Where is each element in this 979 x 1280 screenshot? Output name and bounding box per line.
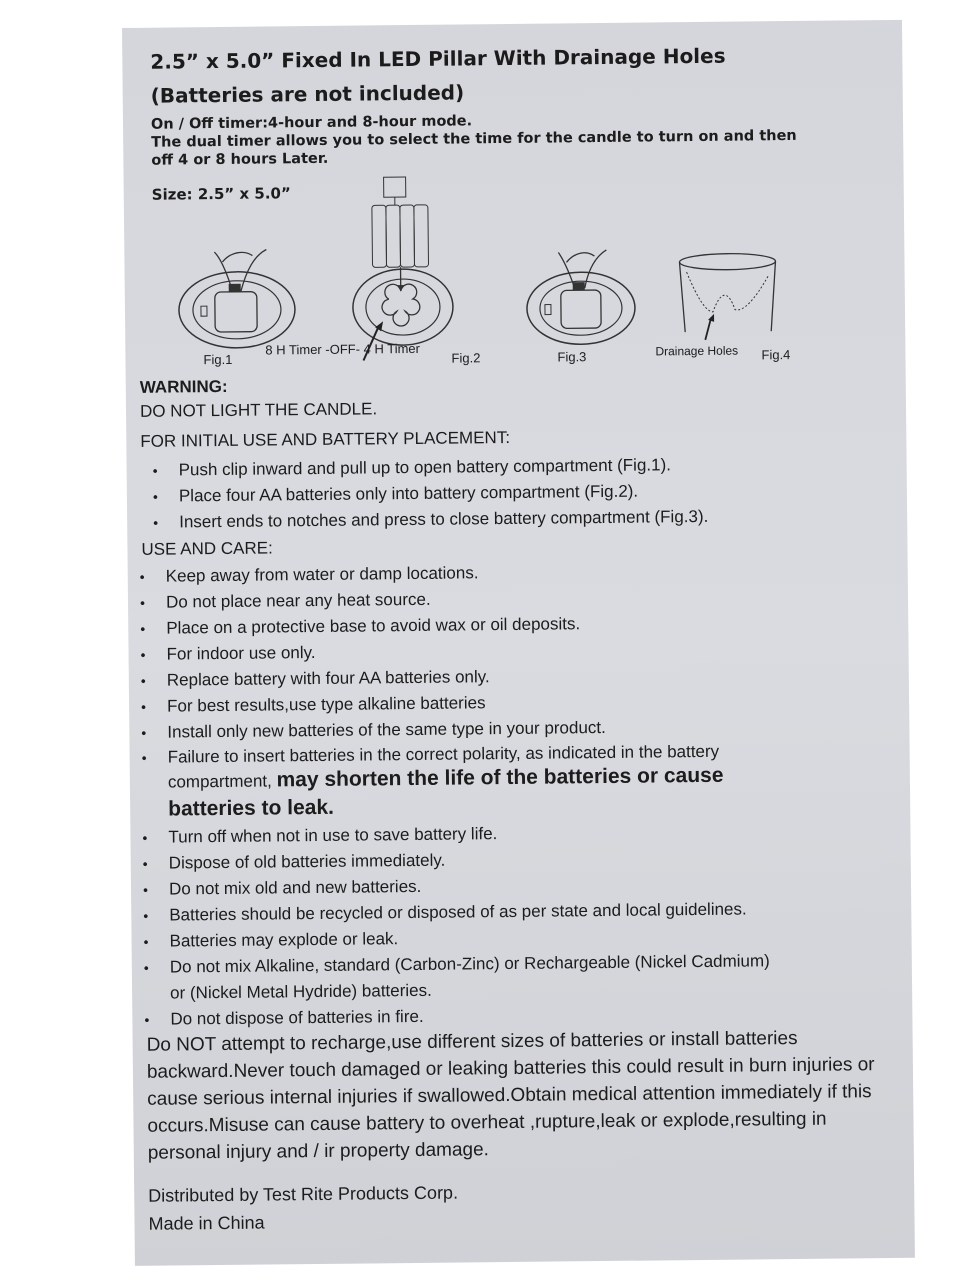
timer-intro-line-2: The dual timer allows you to select the time for the candle to turn on and then off 4 or 8 hours Later. xyxy=(151,127,797,169)
bullet-icon: • xyxy=(139,568,145,585)
polarity-line-3: batteries to leak. xyxy=(168,795,335,821)
bullet-icon: • xyxy=(141,724,147,741)
size-label: Size: 2.5” x 5.0” xyxy=(151,184,291,204)
bullet-icon: • xyxy=(142,829,148,846)
list-item-text: Keep away from water or damp locations. xyxy=(165,563,479,586)
fig4-illustration xyxy=(672,251,783,342)
mix-line-2: or (Nickel Metal Hydride) batteries. xyxy=(170,980,432,1003)
bullet-icon: • xyxy=(144,1011,150,1028)
origin-text: Made in China xyxy=(148,1212,265,1234)
bullet-icon: • xyxy=(141,749,147,766)
use-care-heading: USE AND CARE: xyxy=(141,538,273,559)
use-care-list xyxy=(139,557,771,1032)
bullet-icon: • xyxy=(140,672,146,689)
bullet-icon: • xyxy=(140,646,146,663)
list-item-text: Do not dispose of batteries in fire. xyxy=(170,1006,424,1029)
list-item-text: Install only new batteries of the same type in your product. xyxy=(167,717,606,742)
list-item-text: Do not mix old and new batteries. xyxy=(168,876,422,899)
initial-use-list xyxy=(152,452,709,536)
fig2-label: Fig.2 xyxy=(451,350,481,366)
product-subtitle: (Batteries are not included) xyxy=(150,80,465,108)
list-item-text: Push clip inward and pull up to open battery compartment (Fig.1). xyxy=(178,455,672,480)
battery-warning-paragraph: Do NOT attempt to recharge,use different sizes of batteries or install batteries backward.Never touch damaged or leaking batteries this could result in burn injuries or cause serious internal injuries if swallowed.Obtain medical attention immediately if this occurs.Misuse can cause battery to overheat ,rupture,leak or explode,resulting in personal injury and / ir property damage. xyxy=(146,1027,875,1164)
list-item-text: Place four AA batteries only into battery compartment (Fig.2). xyxy=(178,481,639,506)
mix-line-1: Do not mix Alkaline, standard (Carbon-Zinc) or Rechargeable (Nickel Cadmium) xyxy=(169,951,770,977)
polarity-line-1: Failure to insert batteries in the correct polarity, as indicated in the battery xyxy=(167,741,720,767)
bullet-icon: • xyxy=(140,620,146,637)
fig3-label: Fig.3 xyxy=(557,349,587,365)
list-item-text: Batteries may explode or leak. xyxy=(169,929,399,951)
instruction-sheet xyxy=(122,20,915,1266)
list-item-text: Insert ends to notches and press to close battery compartment (Fig.3). xyxy=(179,506,709,532)
fig1-label: Fig.1 xyxy=(203,351,233,368)
list-item-mix xyxy=(143,948,770,1006)
bullet-icon: • xyxy=(143,933,149,950)
polarity-bold-text: may shorten the life of the batteries or cause xyxy=(276,763,724,792)
list-item-text: Replace battery with four AA batteries only. xyxy=(166,667,490,690)
initial-use-heading: FOR INITIAL USE AND BATTERY PLACEMENT: xyxy=(140,427,511,451)
list-item-text: For best results,use type alkaline batteries xyxy=(167,693,486,716)
list-item-polarity xyxy=(141,739,769,824)
list-item xyxy=(153,504,709,536)
list-item-text: For indoor use only. xyxy=(166,643,316,664)
bullet-icon: • xyxy=(153,514,159,531)
bullet-icon: • xyxy=(143,959,149,976)
fig2-illustration xyxy=(342,174,474,365)
fig4-label: Fig.4 xyxy=(761,347,791,363)
list-item-text: Dispose of old batteries immediately. xyxy=(168,850,446,873)
bullet-icon: • xyxy=(142,881,149,898)
timer-switch-label: 8 H Timer -OFF- 4 H Timer xyxy=(265,340,421,358)
fig1-illustration xyxy=(174,221,305,352)
warning-text: DO NOT LIGHT THE CANDLE. xyxy=(139,399,378,421)
product-title: 2.5” x 5.0” Fixed In LED Pillar With Drainage Holes xyxy=(150,43,726,74)
bullet-icon: • xyxy=(142,855,148,872)
bullet-icon: • xyxy=(152,462,158,479)
bullet-icon: • xyxy=(152,488,158,505)
bullet-icon: • xyxy=(141,698,147,715)
bullet-icon: • xyxy=(143,907,149,924)
bullet-icon: • xyxy=(139,594,146,611)
list-item-text: Batteries should be recycled or disposed of as per state and local guidelines. xyxy=(169,899,747,925)
list-item-text: Turn off when not in use to save battery life. xyxy=(168,824,498,847)
polarity-normal-text: compartment, xyxy=(167,771,277,792)
list-item-text: Place on a protective base to avoid wax or oil deposits. xyxy=(166,614,581,638)
timer-intro xyxy=(151,109,812,170)
fig3-illustration xyxy=(522,228,643,349)
drainage-holes-label: Drainage Holes xyxy=(655,343,739,359)
timer-intro-line-1: On / Off timer:4-hour and 8-hour mode. xyxy=(150,113,473,133)
list-item-text: Do not place near any heat source. xyxy=(165,589,431,612)
distributor-text: Distributed by Test Rite Products Corp. xyxy=(148,1182,459,1206)
warning-heading: WARNING: xyxy=(139,376,228,397)
